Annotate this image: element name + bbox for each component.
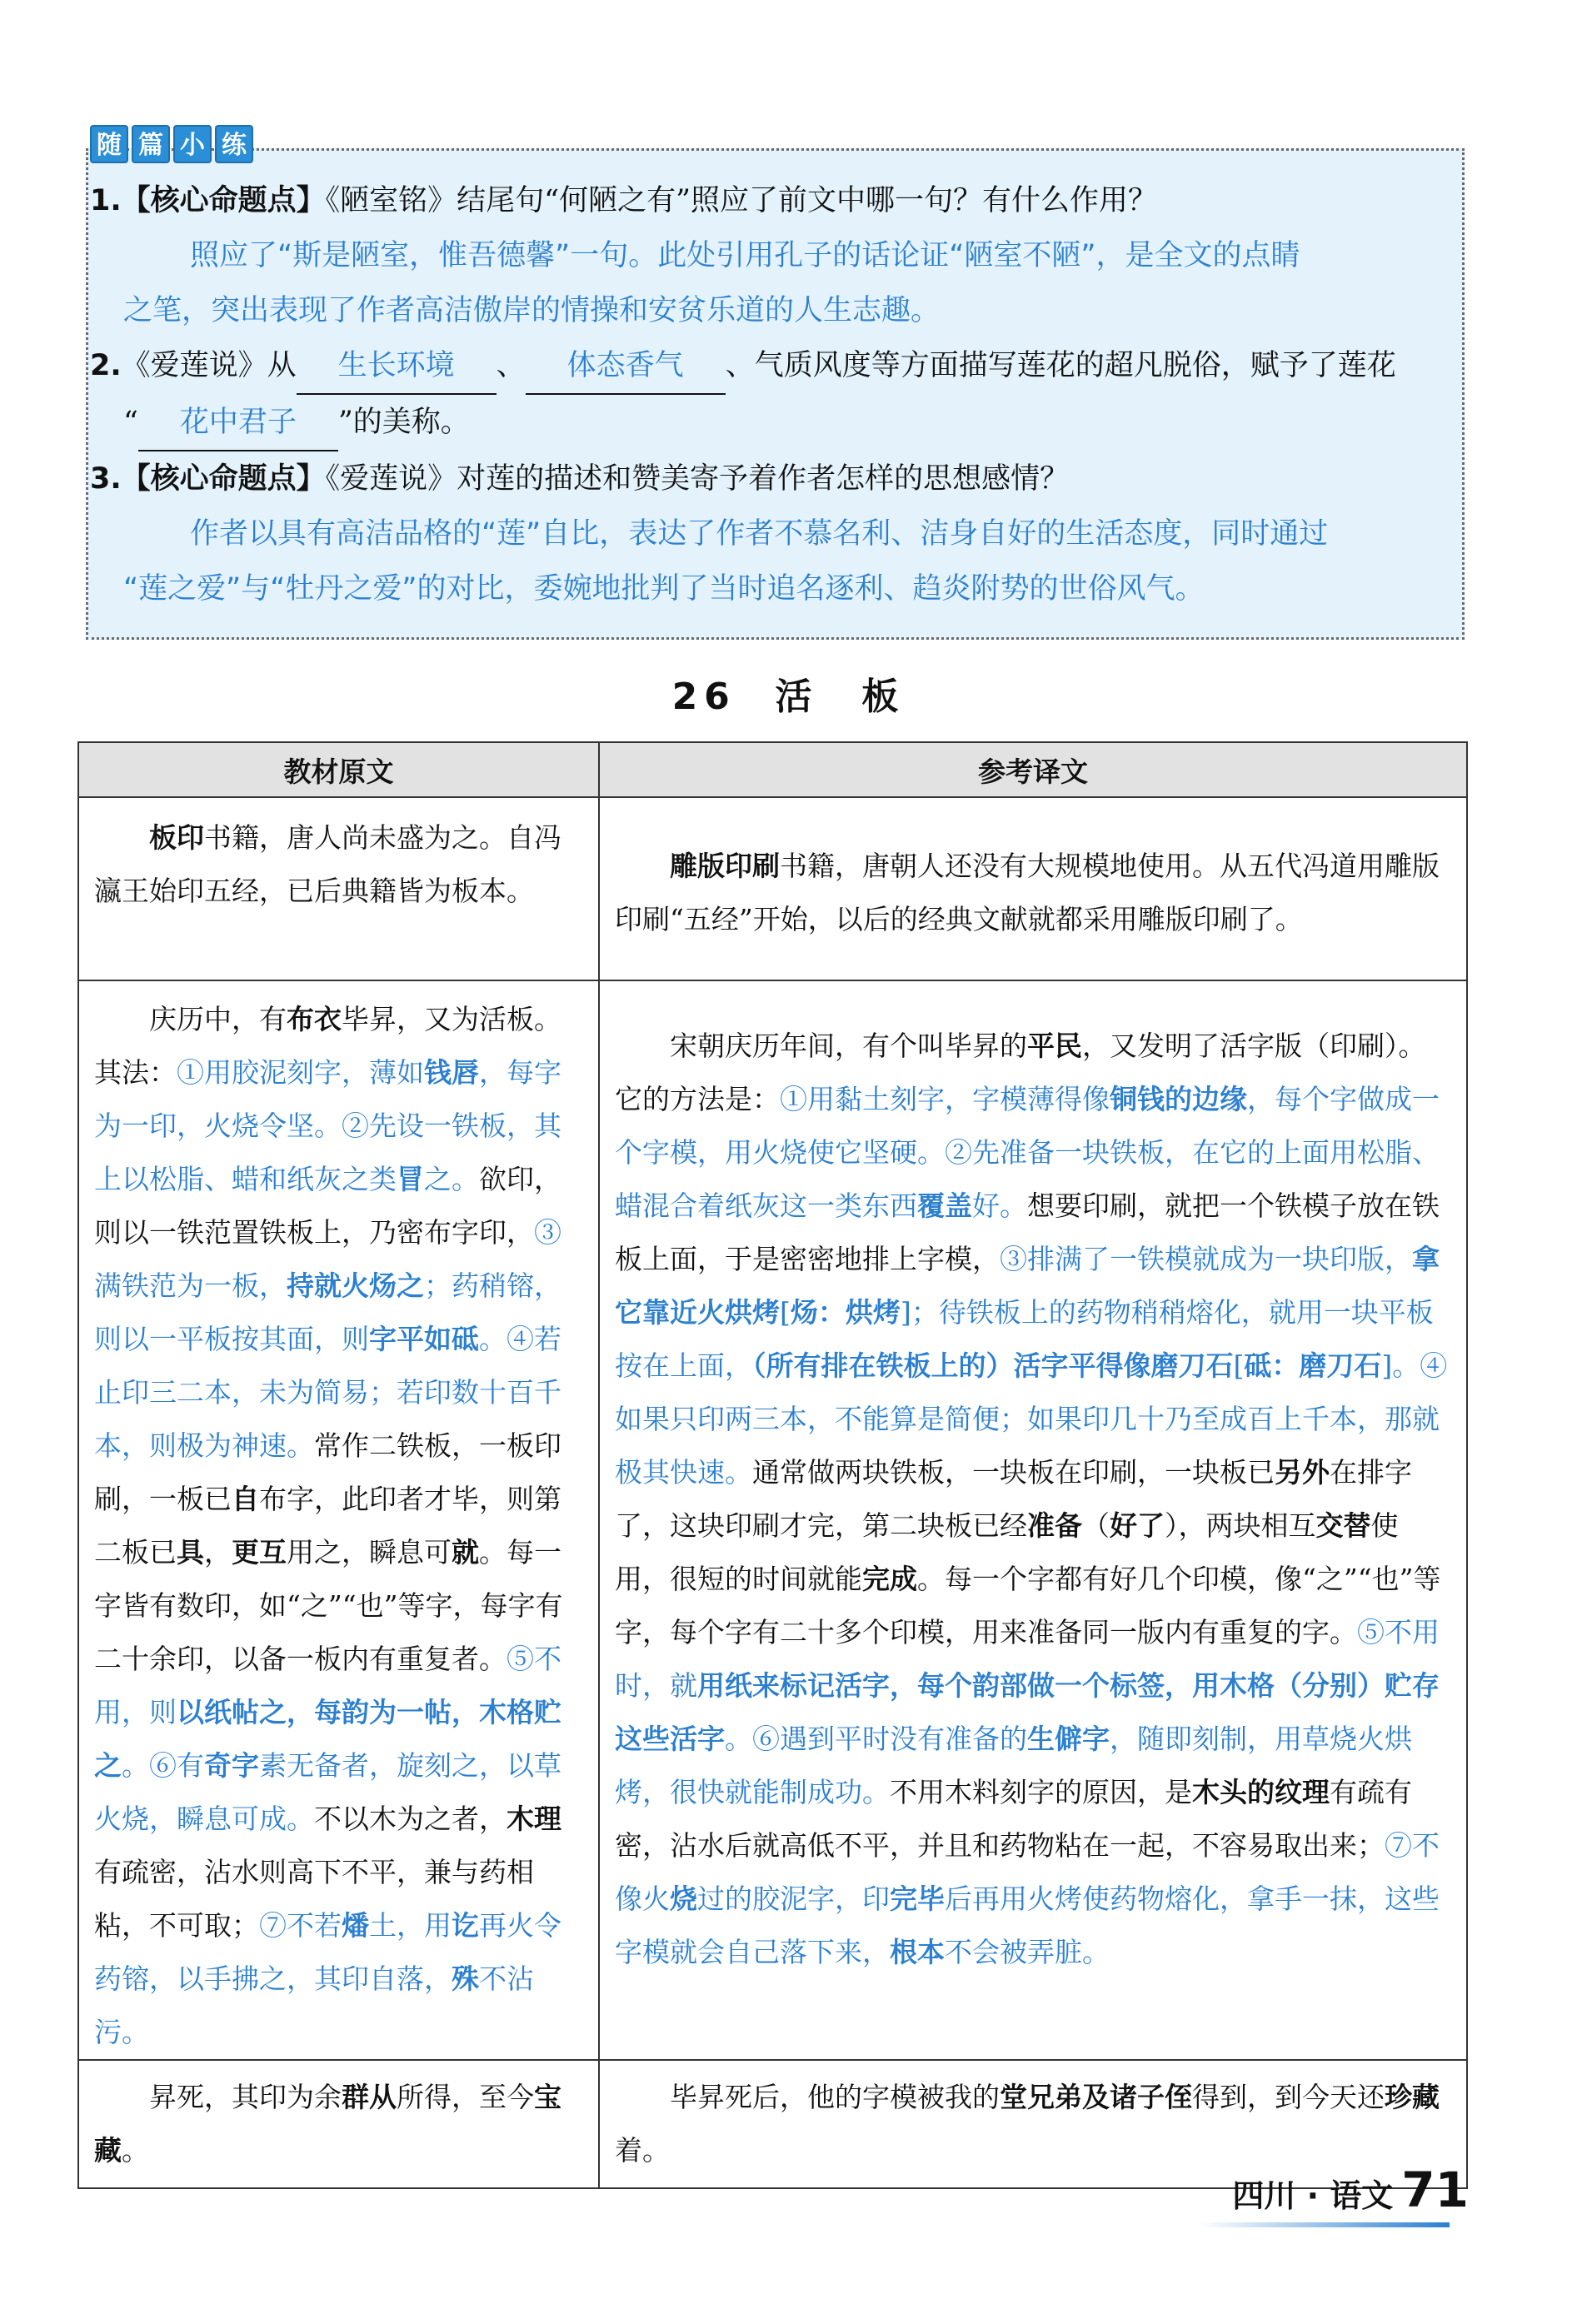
tag-char: 随: [90, 125, 128, 163]
text-segment: ①用胶泥刻字，薄如: [177, 1056, 424, 1089]
text-segment: 木理: [507, 1803, 561, 1835]
text-segment: 不会被弄脏。: [945, 1936, 1110, 1968]
text-segment: 铜钱的边缘: [1110, 1083, 1247, 1115]
text-segment: 以纸帖之，每韵为一帖，木格贮之: [94, 1696, 561, 1782]
text-segment: 不沾污。: [94, 1962, 534, 2048]
text-segment: 之。: [424, 1163, 479, 1195]
text-segment: 钱唇: [424, 1056, 479, 1089]
table-row: [78, 980, 1467, 2060]
text-segment: [: [780, 1296, 791, 1329]
translation-text: [615, 840, 1451, 946]
text-segment: （: [1082, 1509, 1110, 1542]
question-3: 3.【核心命题点】《爱莲说》对莲的描述和赞美寄予着作者怎样的思想感情？: [90, 462, 1070, 496]
question-2: 2.《爱莲说》从 生长环境 、 体态香气 、气质风度等方面描写莲花的超凡脱俗，赋予了莲花: [90, 338, 1465, 395]
text-segment: 用纸来标记活字，每个韵部做一个标签，用木格（分别）贮存这些活字: [615, 1669, 1440, 1755]
text-segment: 雕版印刷: [670, 850, 780, 882]
blank-answer: 花中君子: [138, 395, 338, 451]
text-segment: 木头的纹理: [1192, 1776, 1330, 1808]
text-segment: 在排字了，这块印刷才完，第二块板已经: [615, 1456, 1412, 1542]
text-segment: 毕昇，又为活板。其法：: [94, 1003, 561, 1089]
text-translation-table: [77, 741, 1468, 2189]
text-segment: 砥：磨刀石: [1244, 1349, 1382, 1382]
text-segment: 殊: [452, 1962, 479, 1995]
text-segment: 后再用火烤使药物熔化，拿手一抹，这些字模就会自己落下来，: [615, 1883, 1440, 1968]
text-segment: 平民: [1027, 1030, 1082, 1062]
text-segment: ，随即刻制，用草烧火烘烤，很快就能制成功。: [615, 1723, 1412, 1808]
text-segment: 根本: [890, 1936, 945, 1968]
lesson-title: 26 活 板: [671, 676, 906, 718]
text-segment: 珍藏: [1385, 2081, 1440, 2113]
question-2-cont: “ 花中君子 ”的美称。: [90, 395, 1465, 451]
text-segment: 交替: [1315, 1509, 1371, 1542]
text-segment: 持就火炀之: [287, 1269, 424, 1302]
text-segment: 书籍，唐人尚未盛为之。自冯瀛王始印五经，已后典籍皆为板本。: [94, 821, 561, 907]
footer-label: 四川 · 语文: [1232, 2177, 1394, 2214]
tag-char: 练: [215, 125, 253, 163]
blank-answer: 体态香气: [526, 338, 726, 395]
text-segment: ②先准备一块铁板，在它的上面用松脂、蜡混合着纸灰这一类东西: [615, 1136, 1440, 1222]
text-segment: 昇死，其印为余: [149, 2081, 342, 2113]
text-segment: ④若止印三二本，未为简易；若印数十百千本，则极为神速。: [94, 1323, 561, 1462]
text-segment: ⑤不用，则: [94, 1643, 561, 1728]
text-segment: ，每个字做成一个字模，用火烧使它坚硬。: [615, 1083, 1440, 1169]
text-segment: ⑤不用时，就: [615, 1616, 1440, 1702]
text-segment: 自: [232, 1483, 259, 1515]
text-segment: ⑥遇到平时没有准备的: [752, 1723, 1027, 1755]
exercise-tag: [90, 125, 253, 168]
text-segment: 。每一字皆有数印，如“之”“也”等字，每字有二十余印，以备一板内有重复者。: [94, 1536, 563, 1675]
text-segment: ），两块相互: [1165, 1509, 1316, 1542]
text-segment: 更互: [232, 1536, 287, 1568]
text-segment: （所有排在铁板上的）活字平得像磨刀石: [752, 1349, 1234, 1382]
tag-char: 小: [173, 125, 212, 163]
text-segment: ③排满了一铁模就成为一块印版，: [1000, 1243, 1412, 1275]
text-segment: 堂兄弟及诸子侄: [1000, 2081, 1192, 2113]
text-segment: 毕昇死后，他的字模被我的: [670, 2081, 1000, 2113]
text-segment: 。: [725, 1723, 752, 1755]
text-segment: ②先设一铁板，其上以松脂、蜡和纸灰之类: [94, 1110, 561, 1195]
text-segment: 布衣: [287, 1003, 342, 1035]
text-segment: ③满铁范为一板，: [94, 1216, 561, 1302]
header-translation: 参考译文: [599, 742, 1467, 797]
text-segment: ⑥有: [149, 1749, 204, 1782]
text-segment: 素无备者，旋刻之，以草火烧，瞬息可成。: [94, 1749, 561, 1835]
text-segment: ④如果只印两三本，不能算是简便；如果印几十乃至成百上千本，那就极其快速。: [615, 1349, 1448, 1489]
text-segment: 有疏有密，沾水后就高低不平，并且和药物粘在一起，不容易取出来；: [615, 1776, 1412, 1862]
answer-1-line-2: 之笔，突出表现了作者高洁傲岸的情操和安贫乐道的人生志趣。: [123, 294, 941, 327]
text-segment: ，又发明了活字版（印刷）。它的方法是：: [615, 1030, 1426, 1115]
text-segment: 。: [122, 1749, 149, 1782]
text-segment: 有疏密，沾水则高下不平，兼与药相粘，不可取；: [94, 1856, 534, 1942]
text-segment: 。: [479, 1323, 507, 1355]
text-segment: 通常做两块铁板，一块板在印刷，一块板已: [752, 1456, 1275, 1489]
footer-decoration: [1200, 2222, 1450, 2227]
text-segment: 奇字: [204, 1749, 259, 1782]
page-footer: [1232, 2162, 1469, 2218]
text-segment: 再火令药镕，以手拂之，其印自落，: [94, 1909, 561, 1995]
answer-3-line-2: “莲之爱”与“牡丹之爱”的对比，委婉地批判了当时追名逐利、趋炎附势的世俗风气。: [123, 572, 1205, 606]
page-number: 71: [1401, 2162, 1469, 2218]
text-segment: 不以木为之者，: [314, 1803, 507, 1835]
text-segment: ①用黏土刻字，字模薄得像: [780, 1083, 1110, 1115]
text-segment: ⑦不像火: [615, 1829, 1440, 1915]
text-segment: ]；待铁板上的药物稍稍熔化，就用一块平板按在上面，: [615, 1296, 1434, 1382]
text-segment: 覆盖: [917, 1189, 972, 1222]
text-segment: 常作二铁板，一板印刷，一板已: [94, 1429, 561, 1515]
translation-text: [615, 1020, 1451, 1979]
header-original: 教材原文: [78, 742, 599, 797]
text-segment: 冒: [397, 1163, 424, 1195]
text-segment: 想要印刷，就把一个铁模子放在铁板上面，于是密密地排上字模，: [615, 1189, 1440, 1275]
text-segment: 书籍，唐朝人还没有大规模地使用。从五代冯道用雕版印刷“五经”开始，以后的经典文献就都采用雕版印刷了。: [615, 850, 1440, 935]
text-segment: ，每字为一印，火烧令坚。: [94, 1056, 561, 1142]
exercise-content: [90, 173, 1465, 616]
original-text: [94, 811, 583, 918]
tag-char: 篇: [132, 125, 170, 163]
text-segment: 讫: [452, 1909, 479, 1942]
text-segment: 用之，瞬息可: [287, 1536, 452, 1568]
text-segment: 烧: [670, 1883, 697, 1915]
text-segment: 使用，很短的时间就能: [615, 1509, 1399, 1595]
text-segment: 着。: [615, 2134, 670, 2167]
text-segment: 就: [452, 1536, 479, 1568]
text-segment: 过的胶泥字，印: [697, 1883, 890, 1915]
text-segment: 。: [122, 2134, 149, 2167]
text-segment: 布字，此印者才毕，则第二板已: [94, 1483, 561, 1568]
text-segment: ；药稍镕，则以一平板按其面，则: [94, 1269, 561, 1355]
answer-3-line-1: 作者以具有高洁品格的“莲”自比，表达了作者不慕名利、洁身自好的生活态度，同时通过: [190, 517, 1329, 551]
text-segment: 庆历中，有: [149, 1003, 287, 1035]
text-segment: 具: [177, 1536, 204, 1568]
text-segment: 字平如砥: [369, 1323, 479, 1355]
text-segment: 宋朝庆历年间，有个叫毕昇的: [670, 1030, 1027, 1062]
text-segment: ⑦不若: [259, 1909, 342, 1942]
text-segment: 完毕: [890, 1883, 945, 1915]
text-segment: 宝藏: [94, 2081, 561, 2167]
text-segment: 。每一个字都有好几个印模，像“之”“也”等字，每个字有二十多个印模，用来准备同一版内有重复的字。: [615, 1563, 1441, 1648]
text-segment: 好。: [972, 1189, 1027, 1222]
question-1: 1.【核心命题点】《陋室铭》结尾句“何陋之有”照应了前文中哪一句？有什么作用？: [90, 184, 1157, 217]
text-segment: 板印: [149, 821, 204, 854]
text-segment: 不用木料刻字的原因，是: [890, 1776, 1192, 1808]
answer-1-line-1: 照应了“斯是陋室，惟吾德馨”一句。此处引用孔子的话论证“陋室不陋”，是全文的点睛: [190, 239, 1300, 272]
blank-answer: 生长环境: [297, 338, 497, 395]
text-segment: ，: [204, 1536, 232, 1568]
text-segment: 完成: [862, 1563, 917, 1595]
table-row: [78, 797, 1467, 980]
text-segment: 生僻字: [1027, 1723, 1110, 1755]
original-text: [94, 2071, 583, 2177]
text-segment: 欲印，则以一铁范置铁板上，乃密布字印，: [94, 1163, 561, 1249]
text-segment: 燔: [342, 1909, 369, 1942]
text-segment: 所得，至今: [397, 2081, 534, 2113]
text-segment: 得到，到今天还: [1192, 2081, 1385, 2113]
original-text: [94, 993, 583, 2059]
text-segment: 拿它靠近火烘烤: [615, 1243, 1440, 1329]
text-segment: ]。: [1381, 1349, 1420, 1382]
text-segment: 另外: [1275, 1456, 1330, 1489]
text-segment: 准备: [1027, 1509, 1082, 1542]
text-segment: [: [1233, 1349, 1245, 1382]
text-segment: 群从: [342, 2081, 397, 2113]
text-segment: 炀：烘烤: [790, 1296, 901, 1329]
text-segment: 好了: [1110, 1509, 1165, 1542]
text-segment: 土，用: [369, 1909, 452, 1942]
